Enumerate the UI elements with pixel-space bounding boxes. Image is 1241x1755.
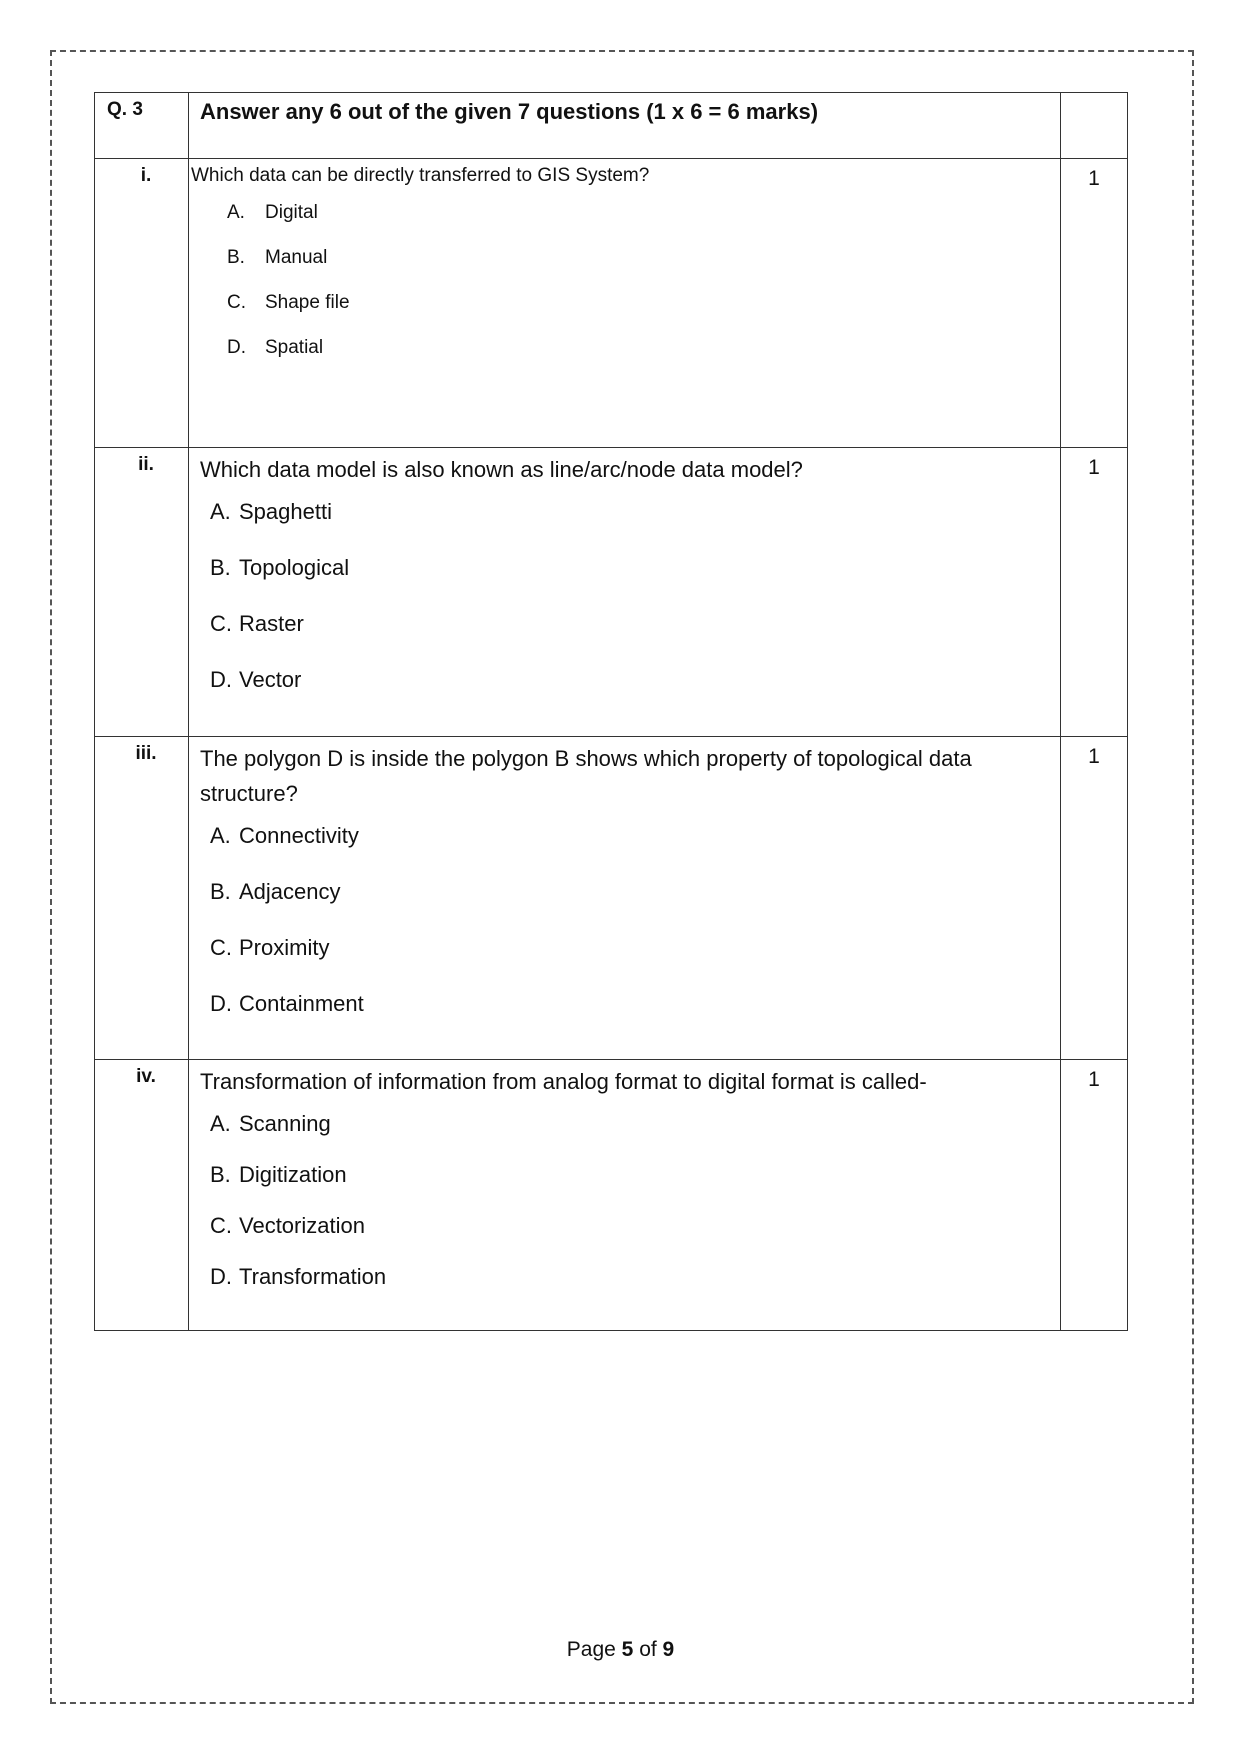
question-text: Which data model is also known as line/arc/node data model?: [200, 457, 803, 482]
current-page-number: 5: [621, 1638, 634, 1661]
question-number-cell: [95, 448, 189, 737]
question-number: ii.: [138, 454, 154, 475]
option-letter: C.: [210, 935, 232, 960]
question-row-i: [95, 159, 1128, 448]
option-letter: A.: [227, 202, 245, 223]
instruction-text: Answer any 6 out of the given 7 questions (1 x 6 = 6 marks): [189, 93, 1061, 159]
option-a: [210, 821, 1060, 877]
option-text: Spatial: [265, 337, 324, 358]
marks-cell: 1: [1061, 1060, 1128, 1331]
option-text: Spaghetti: [239, 499, 332, 524]
option-text: Connectivity: [239, 823, 359, 848]
option-text: Manual: [265, 247, 328, 268]
question-number: i.: [140, 165, 152, 186]
option-text: Transformation: [239, 1264, 387, 1289]
option-letter: B.: [210, 879, 231, 904]
option-letter: C.: [227, 292, 246, 313]
option-list: [189, 1109, 1060, 1313]
page-word: Page: [566, 1638, 616, 1661]
question-text: Which data can be directly transferred to GIS System?: [191, 165, 650, 186]
option-a: [227, 201, 1060, 246]
option-text: Scanning: [239, 1111, 331, 1136]
option-letter: A.: [210, 823, 231, 848]
option-letter: D.: [210, 667, 232, 692]
option-b: [227, 246, 1060, 291]
option-letter: C.: [210, 611, 232, 636]
question-number-cell: [95, 159, 189, 448]
option-letter: D.: [210, 991, 232, 1016]
of-word: of: [639, 1638, 657, 1661]
option-text: Vectorization: [239, 1213, 365, 1238]
marks-header-cell: [1061, 93, 1128, 159]
option-letter: B.: [210, 1162, 231, 1187]
question-number-header: Q. 3: [95, 93, 189, 159]
option-b: [210, 1160, 1060, 1211]
option-c: [210, 933, 1060, 989]
page-footer: [0, 1638, 1241, 1662]
question-cell: [189, 159, 1061, 448]
question-cell: [189, 1060, 1061, 1331]
option-text: Shape file: [265, 292, 350, 313]
option-letter: B.: [227, 247, 245, 268]
option-a: [210, 497, 1060, 553]
option-list: [189, 201, 1060, 381]
option-letter: D.: [210, 1264, 232, 1289]
option-text: Proximity: [239, 935, 330, 960]
option-c: [210, 609, 1060, 665]
marks-cell: 1: [1061, 159, 1128, 448]
option-d: [210, 1262, 1060, 1313]
option-c: [210, 1211, 1060, 1262]
option-text: Containment: [239, 991, 364, 1016]
option-text: Raster: [239, 611, 304, 636]
option-letter: A.: [210, 499, 231, 524]
total-pages-number: 9: [662, 1638, 675, 1661]
option-list: [189, 821, 1060, 1045]
option-a: [210, 1109, 1060, 1160]
question-number: iii.: [135, 743, 157, 764]
question-text: Transformation of information from analog format to digital format is called-: [200, 1069, 927, 1094]
question-number-cell: [95, 737, 189, 1060]
option-d: [210, 665, 1060, 721]
option-letter: D.: [227, 337, 246, 358]
marks-cell: 1: [1061, 448, 1128, 737]
option-c: [227, 291, 1060, 336]
question-table: [94, 92, 1128, 1331]
question-row-ii: [95, 448, 1128, 737]
marks-cell: 1: [1061, 737, 1128, 1060]
option-d: [227, 336, 1060, 381]
question-cell: [189, 737, 1061, 1060]
option-letter: C.: [210, 1213, 232, 1238]
option-b: [210, 877, 1060, 933]
question-number: iv.: [136, 1066, 156, 1087]
header-row: [95, 93, 1128, 159]
question-text: The polygon D is inside the polygon B shows which property of topological data structure?: [200, 746, 972, 806]
option-text: Topological: [239, 555, 350, 580]
option-letter: B.: [210, 555, 231, 580]
option-text: Digital: [265, 202, 318, 223]
question-cell: [189, 448, 1061, 737]
option-text: Vector: [239, 667, 302, 692]
option-d: [210, 989, 1060, 1045]
question-row-iv: [95, 1060, 1128, 1331]
question-number-cell: [95, 1060, 189, 1331]
option-text: Digitization: [239, 1162, 347, 1187]
option-letter: A.: [210, 1111, 231, 1136]
option-b: [210, 553, 1060, 609]
option-text: Adjacency: [239, 879, 341, 904]
option-list: [189, 497, 1060, 721]
question-row-iii: [95, 737, 1128, 1060]
